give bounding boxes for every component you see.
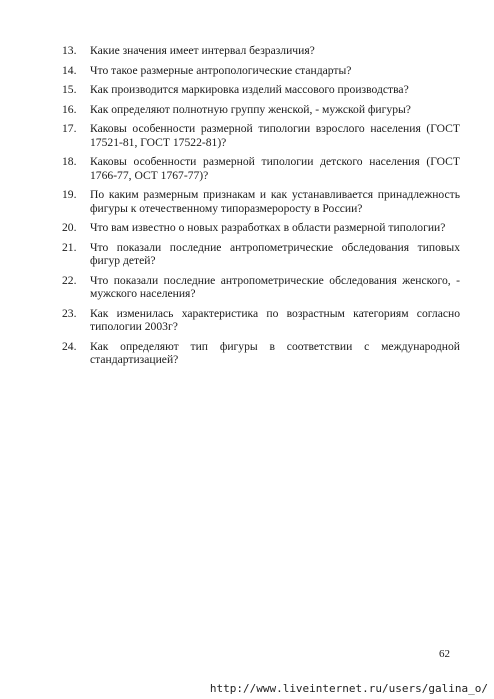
question-number: 24. (62, 339, 77, 353)
question-list (62, 44, 460, 373)
question-item (62, 340, 460, 367)
question-number: 17. (62, 122, 77, 136)
question-text: По каким размерным признакам и как устанавливается принадлежность фигуры к отечественному типоразмеророcту в России? (90, 188, 460, 215)
watermark-url: http://www.liveinternet.ru/users/galina_o/ (209, 682, 488, 695)
question-text: Как определяют тип фигуры в соответствии с международной стандартизацией? (90, 339, 460, 367)
question-item (62, 83, 460, 96)
question-number: 15. (62, 83, 77, 97)
question-text: Каковы особенности размерной типологии детского населения (ГОСТ 1766-77, ОСТ 1767-77)? (90, 155, 460, 182)
question-number: 19. (62, 188, 77, 202)
question-text: Что показали последние антропометрические обследования типовых фигур детей? (90, 240, 460, 268)
question-number: 21. (62, 240, 77, 254)
question-text: Каковы особенности размерной типологии взрослого населения (ГОСТ 17521-81, ГОСТ 17522-81)? (90, 122, 460, 149)
question-text: Какие значения имеет интервал безразличия? (90, 44, 315, 57)
question-item (62, 188, 460, 215)
question-text: Как изменилась характеристика по возрастным категориям согласно типологии 2003г? (90, 306, 460, 334)
question-number: 13. (62, 44, 77, 57)
page-number: 62 (439, 648, 450, 660)
question-number: 20. (62, 221, 77, 235)
question-item (62, 103, 460, 116)
question-text: Как определяют полнотную группу женской, - мужской фигуры? (90, 102, 411, 116)
question-text: Что вам известно о новых разработках в области размерной типологии? (90, 221, 446, 235)
question-number: 22. (62, 273, 77, 287)
question-number: 18. (62, 155, 77, 169)
question-number: 16. (62, 102, 77, 116)
question-item (62, 241, 460, 268)
question-item (62, 155, 460, 182)
question-item (62, 274, 460, 301)
question-text: Что такое размерные антропологические стандарты? (90, 63, 352, 77)
question-number: 14. (62, 63, 77, 77)
question-item (62, 64, 460, 77)
question-item (62, 122, 460, 149)
question-text: Как производится маркировка изделий массового производства? (90, 83, 409, 97)
question-item (62, 307, 460, 334)
question-item (62, 221, 460, 234)
question-item (62, 44, 460, 57)
question-number: 23. (62, 306, 77, 320)
question-text: Что показали последние антропометрические обследования женского, - мужского населения? (90, 273, 460, 301)
